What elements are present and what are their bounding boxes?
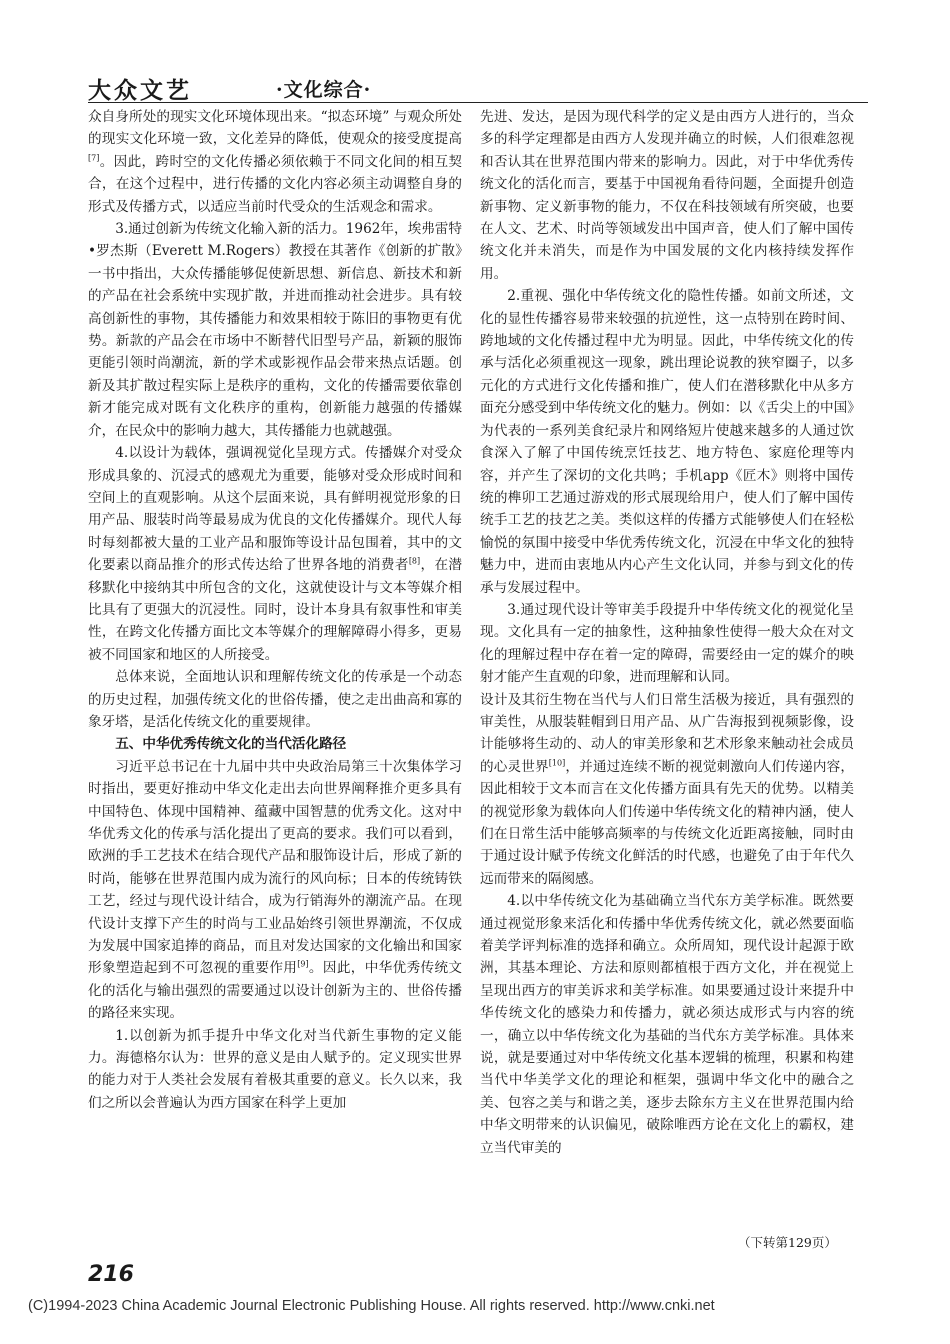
section-heading: 五、中华优秀传统文化的当代活化路径	[115, 736, 347, 753]
continuation-note: （下转第129页）	[738, 1235, 837, 1250]
citation-ref: [8]	[408, 556, 421, 566]
citation-ref: [7]	[88, 153, 100, 163]
page-header	[88, 72, 868, 102]
paragraph: 总体来说，全面地认识和理解传统文化的传承是一个动态的历史过程，加强传统文化的世俗传播，使之走出曲高和寡的象牙塔，是活化传统文化的重要规律。	[88, 669, 462, 730]
paragraph: 3.通过现代设计等审美手段提升中华传统文化的视觉化呈现。文化具有一定的抽象性，这种抽象性使得一般大众在对文化的理解过程中存在着一定的障碍，需要经由一定的媒介的映射才能产生直观的印象，进而理解和认同。	[480, 601, 854, 686]
paragraph: 4.以设计为载体，强调视觉化呈现方式。传播媒介对受众形成具象的、沉浸式的感观尤为重要，能够对受众形成时间和空间上的直观影响。从这个层面来说，具有鲜明视觉形象的日用产品、服装时尚等最易成为优良的文化传播媒介。现代人每时每刻都被大量的工业产品和服饰等设计品包围着，其中的文化要素以商品推介的形式传达给了世界各地的消费者[8]，在潜移默化中接纳其中所包含的文化，这就使设计与文本等媒介相比具有了更强大的沉浸性。同时，设计本身具有叙事性和审美性，在跨文化传播方面比文本等媒介的理解障碍小得多，更易被不同国家和地区的人所接受。	[88, 445, 463, 663]
paragraph: 设计及其衍生物在当代与人们日常生活极为接近，具有强烈的审美性，从服装鞋帽到日用产品、从广告海报到视频影像，设计能够将生动的、动人的审美形象和艺术形象来触动社会成员的心灵世界[10]，并通过连续不断的视觉刺激向人们传递内容，因此相较于文本而言在文化传播方面具有先天的优势。以精美的视觉形象为载体向人们传递中华传统文化的精神内涵，使人们在日常生活中能够高频率的与传统文化近距离接触，同时由于通过设计赋予传统文化鲜活的时代感，也避免了由于年代久远而带来的隔阂感。	[480, 691, 854, 887]
paragraph: 众自身所处的现实文化环境体现出来。“拟态环境” 与观众所处的现实文化环境一致，文化差异的降低，使观众的接受度提高[7]。因此，跨时空的文化传播必须依赖于不同文化间的相互契合，在这个过程中，进行传播的文化内容必须主动调整自身的形式及传播方式，以适应当前时代受众的生活观念和需求。	[88, 109, 462, 215]
copyright-footer: (C)1994-2023 China Academic Journal Electronic Publishing House. All rights reserved. http://www.cnki.net	[28, 1298, 715, 1314]
left-column	[88, 106, 462, 1114]
header-divider	[88, 102, 868, 103]
paragraph: 习近平总书记在十九届中共中央政治局第三十次集体学习时指出，要更好推动中华文化走出去向世界阐释推介更多具有中国特色、体现中国精神、蕴藏中国智慧的优秀文化。这对中华优秀文化的传承与活化提出了更高的要求。我们可以看到，欧洲的手工艺技术在结合现代产品和服饰设计后，形成了新的时尚，能够在世界范围内成为流行的风向标；日本的传统铸铁工艺，经过与现代设计结合，成为行销海外的潮流产品。在现代设计支撑下产生的时尚与工业品始终引领世界潮流，不仅成为发展中国家追捧的商品，而且对发达国家的文化输出和国家形象塑造起到不可忽视的重要作用[9]。因此，中华优秀传统文化的活化与输出强烈的需要通过以设计创新为主的、世俗传播的路径来实现。	[88, 758, 463, 1022]
paragraph: 先进、发达，是因为现代科学的定义是由西方人进行的，当众多的科学定理都是由西方人发现并确立的时候，人们很难忽视和否认其在世界范围内带来的影响力。因此，对于中华优秀传统文化的活化而言，要基于中国视角看待问题，全面提升创造新事物、定义新事物的能力，不仅在科技领域有所突破，也要在人文、艺术、时尚等领域发出中国声音，使人们了解中国传统文化并未消失，而是作为中国发展的文化内核持续发挥作用。	[480, 109, 854, 282]
citation-ref: [10]	[548, 758, 566, 768]
section-label: ·文化综合·	[276, 79, 372, 101]
right-column	[480, 106, 854, 1159]
page-number: 216	[88, 1262, 134, 1287]
paragraph: 4.以中华传统文化为基础确立当代东方美学标准。既然要通过视觉形象来活化和传播中华优秀传统文化，就必然要面临着美学评判标准的选择和确立。众所周知，现代设计起源于欧洲，其基本理论、方法和原则都植根于西方文化，并在视觉上呈现出西方的审美诉求和美学标准。如果要通过设计来提升中华传统文化的感染力和传播力，就必须达成形式与内容的统一，确立以中华传统文化为基础的当代东方美学标准。具体来说，就是要通过对中华传统文化基本逻辑的梳理，积累和构建当代中华美学文化的理论和框架，强调中华文化中的融合之美、包容之美与和谐之美，逐步去除东方主义在世界范围内给中华文明带来的认识偏见，破除唯西方论在文化上的霸权，建立当代审美的	[480, 893, 854, 1156]
paragraph: 1.以创新为抓手提升中华文化对当代新生事物的定义能力。海德格尔认为：世界的意义是由人赋予的。定义现实世界的能力对于人类社会发展有着极其重要的意义。长久以来，我们之所以会普遍认为西方国家在科学上更加	[88, 1027, 462, 1111]
paragraph: 2.重视、强化中华传统文化的隐性传播。如前文所述，文化的显性传播容易带来较强的抗逆性，这一点特别在跨时间、跨地域的文化传播过程中尤为明显。因此，中华传统文化的传承与活化必须重视这一现象，跳出理论说教的狭窄圈子，以多元化的方式进行文化传播和推广，使人们在潜移默化中从多方面充分感受到中华传统文化的魅力。例如：以《舌尖上的中国》为代表的一系列美食纪录片和网络短片使越来越多的人通过饮食深入了解了中国传统烹饪技艺、地方特色、家庭伦理等内容，并产生了深切的文化共鸣；手机app《匠木》则将中国传统的榫卯工艺通过游戏的形式展现给用户，使人们了解中国传统手工艺的技艺之美。类似这样的传播方式能够使人们在轻松愉悦的氛围中接受中华优秀传统文化，沉浸在中华文化的独特魅力中，进而由衷地从内心产生文化认同，并参与到文化的传承与发展过程中。	[480, 288, 854, 596]
journal-brand: 大众文艺	[88, 77, 192, 104]
paragraph: 3.通过创新为传统文化输入新的活力。1962年，埃弗雷特•罗杰斯（Everett M.Rogers）教授在其著作《创新的扩散》一书中指出，大众传播能够促使新思想、新信息、新技术和新的产品在社会系统中实现扩散，并进而推动社会进步。具有较高创新性的事物，其传播能力和效果相较于陈旧的事物更有优势。新款的产品会在市场中不断替代旧型号产品，新颖的服饰更能引领时尚潮流，新的学术或影视作品会带来热点话题。创新及其扩散过程实际上是秩序的重构，文化的传播需要依靠创新才能完成对既有文化秩序的重构，创新能力越强的传播媒介，在民众中的影响力越大，其传播能力也就越强。	[88, 221, 462, 439]
citation-ref: [9]	[297, 959, 309, 969]
